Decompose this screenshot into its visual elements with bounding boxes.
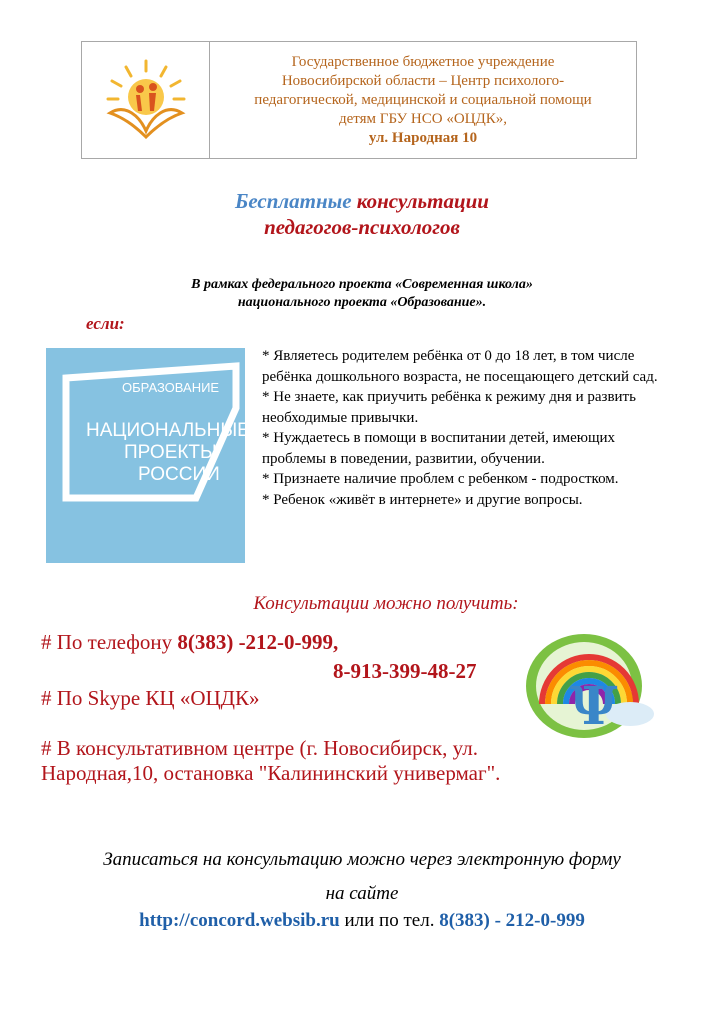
conditions-list <box>262 346 682 510</box>
center-logo <box>82 42 210 158</box>
title-line-2: педагогов-психологов <box>264 215 460 239</box>
footer-middle-text: или по тел. <box>344 910 435 931</box>
national-projects-emblem-icon <box>46 348 245 563</box>
header-box <box>81 41 637 159</box>
condition-item: * Признаете наличие проблем с ребенком - подростком. <box>262 471 619 487</box>
np-logo-top: ОБРАЗОВАНИЕ <box>122 380 220 395</box>
org-line-1: Государственное бюджетное учреждение <box>291 53 555 70</box>
np-logo-line-1: НАЦИОНАЛЬНЫЕ <box>86 420 245 441</box>
condition-item: * Нуждаетесь в помощи в воспитании детей, имеющих проблемы в поведении, развитии, обучении. <box>262 430 616 467</box>
subtitle-line-1: В рамках федерального проекта «Современная школа» <box>191 277 533 292</box>
skype-contact: # По Skype КЦ «ОЦДК» <box>41 686 260 710</box>
national-projects-logo <box>46 348 245 563</box>
subtitle-line-2: национального проекта «Образование». <box>237 295 487 310</box>
organization-info <box>210 42 636 158</box>
condition-item: * Ребенок «живёт в интернете» и другие вопросы. <box>262 491 583 508</box>
title-free: Бесплатные <box>235 189 352 213</box>
signup-line-1: Записаться на консультацию можно через электронную форму <box>103 849 621 870</box>
org-line-4: детям ГБУ НСО «ОЦДК», <box>339 110 507 127</box>
title-consultations: консультации <box>356 189 489 213</box>
psychology-emblem <box>512 624 672 742</box>
project-subtitle <box>0 276 724 312</box>
np-logo-line-3: РОССИИ <box>138 464 220 485</box>
np-logo-line-2: ПРОЕКТЫ <box>124 442 217 463</box>
phone-number-2: 8-913-399-48-27 <box>333 659 477 683</box>
org-line-2: Новосибирской области – Центр психолого- <box>281 72 565 89</box>
condition-item: * Являетесь родителем ребёнка от 0 до 18 лет, в том числе ребёнка дошкольного возраста, не посещающего детский сад. <box>262 348 658 385</box>
psi-rainbow-icon <box>512 624 672 742</box>
if-label: если: <box>86 314 125 333</box>
phone-line-1 <box>41 630 338 655</box>
consult-heading: Консультации можно получить: <box>253 593 519 614</box>
svg-text:Ψ: Ψ <box>570 676 618 737</box>
sun-hands-logo-icon <box>96 55 196 145</box>
footer-phone: 8(383) - 212-0-999 <box>439 910 585 931</box>
signup-text <box>0 843 724 911</box>
phone-prefix: # По телефону <box>41 630 173 654</box>
signup-line-2: на сайте <box>325 883 399 904</box>
page-title <box>0 188 724 240</box>
org-line-3: педагогической, медицинской и социальной помощи <box>254 91 592 108</box>
website-link[interactable]: http://concord.websib.ru <box>139 910 340 931</box>
condition-item: * Не знаете, как приучить ребёнка к режиму дня и развить необходимые привычки. <box>262 389 636 426</box>
footer-contacts <box>0 910 724 932</box>
phone-number-1: 8(383) -212-0-999, <box>177 630 339 654</box>
org-address: ул. Народная 10 <box>368 129 478 146</box>
center-address: # В консультативном центре (г. Новосибирск, ул. Народная,10, остановка "Калининский универмаг". <box>41 736 501 785</box>
